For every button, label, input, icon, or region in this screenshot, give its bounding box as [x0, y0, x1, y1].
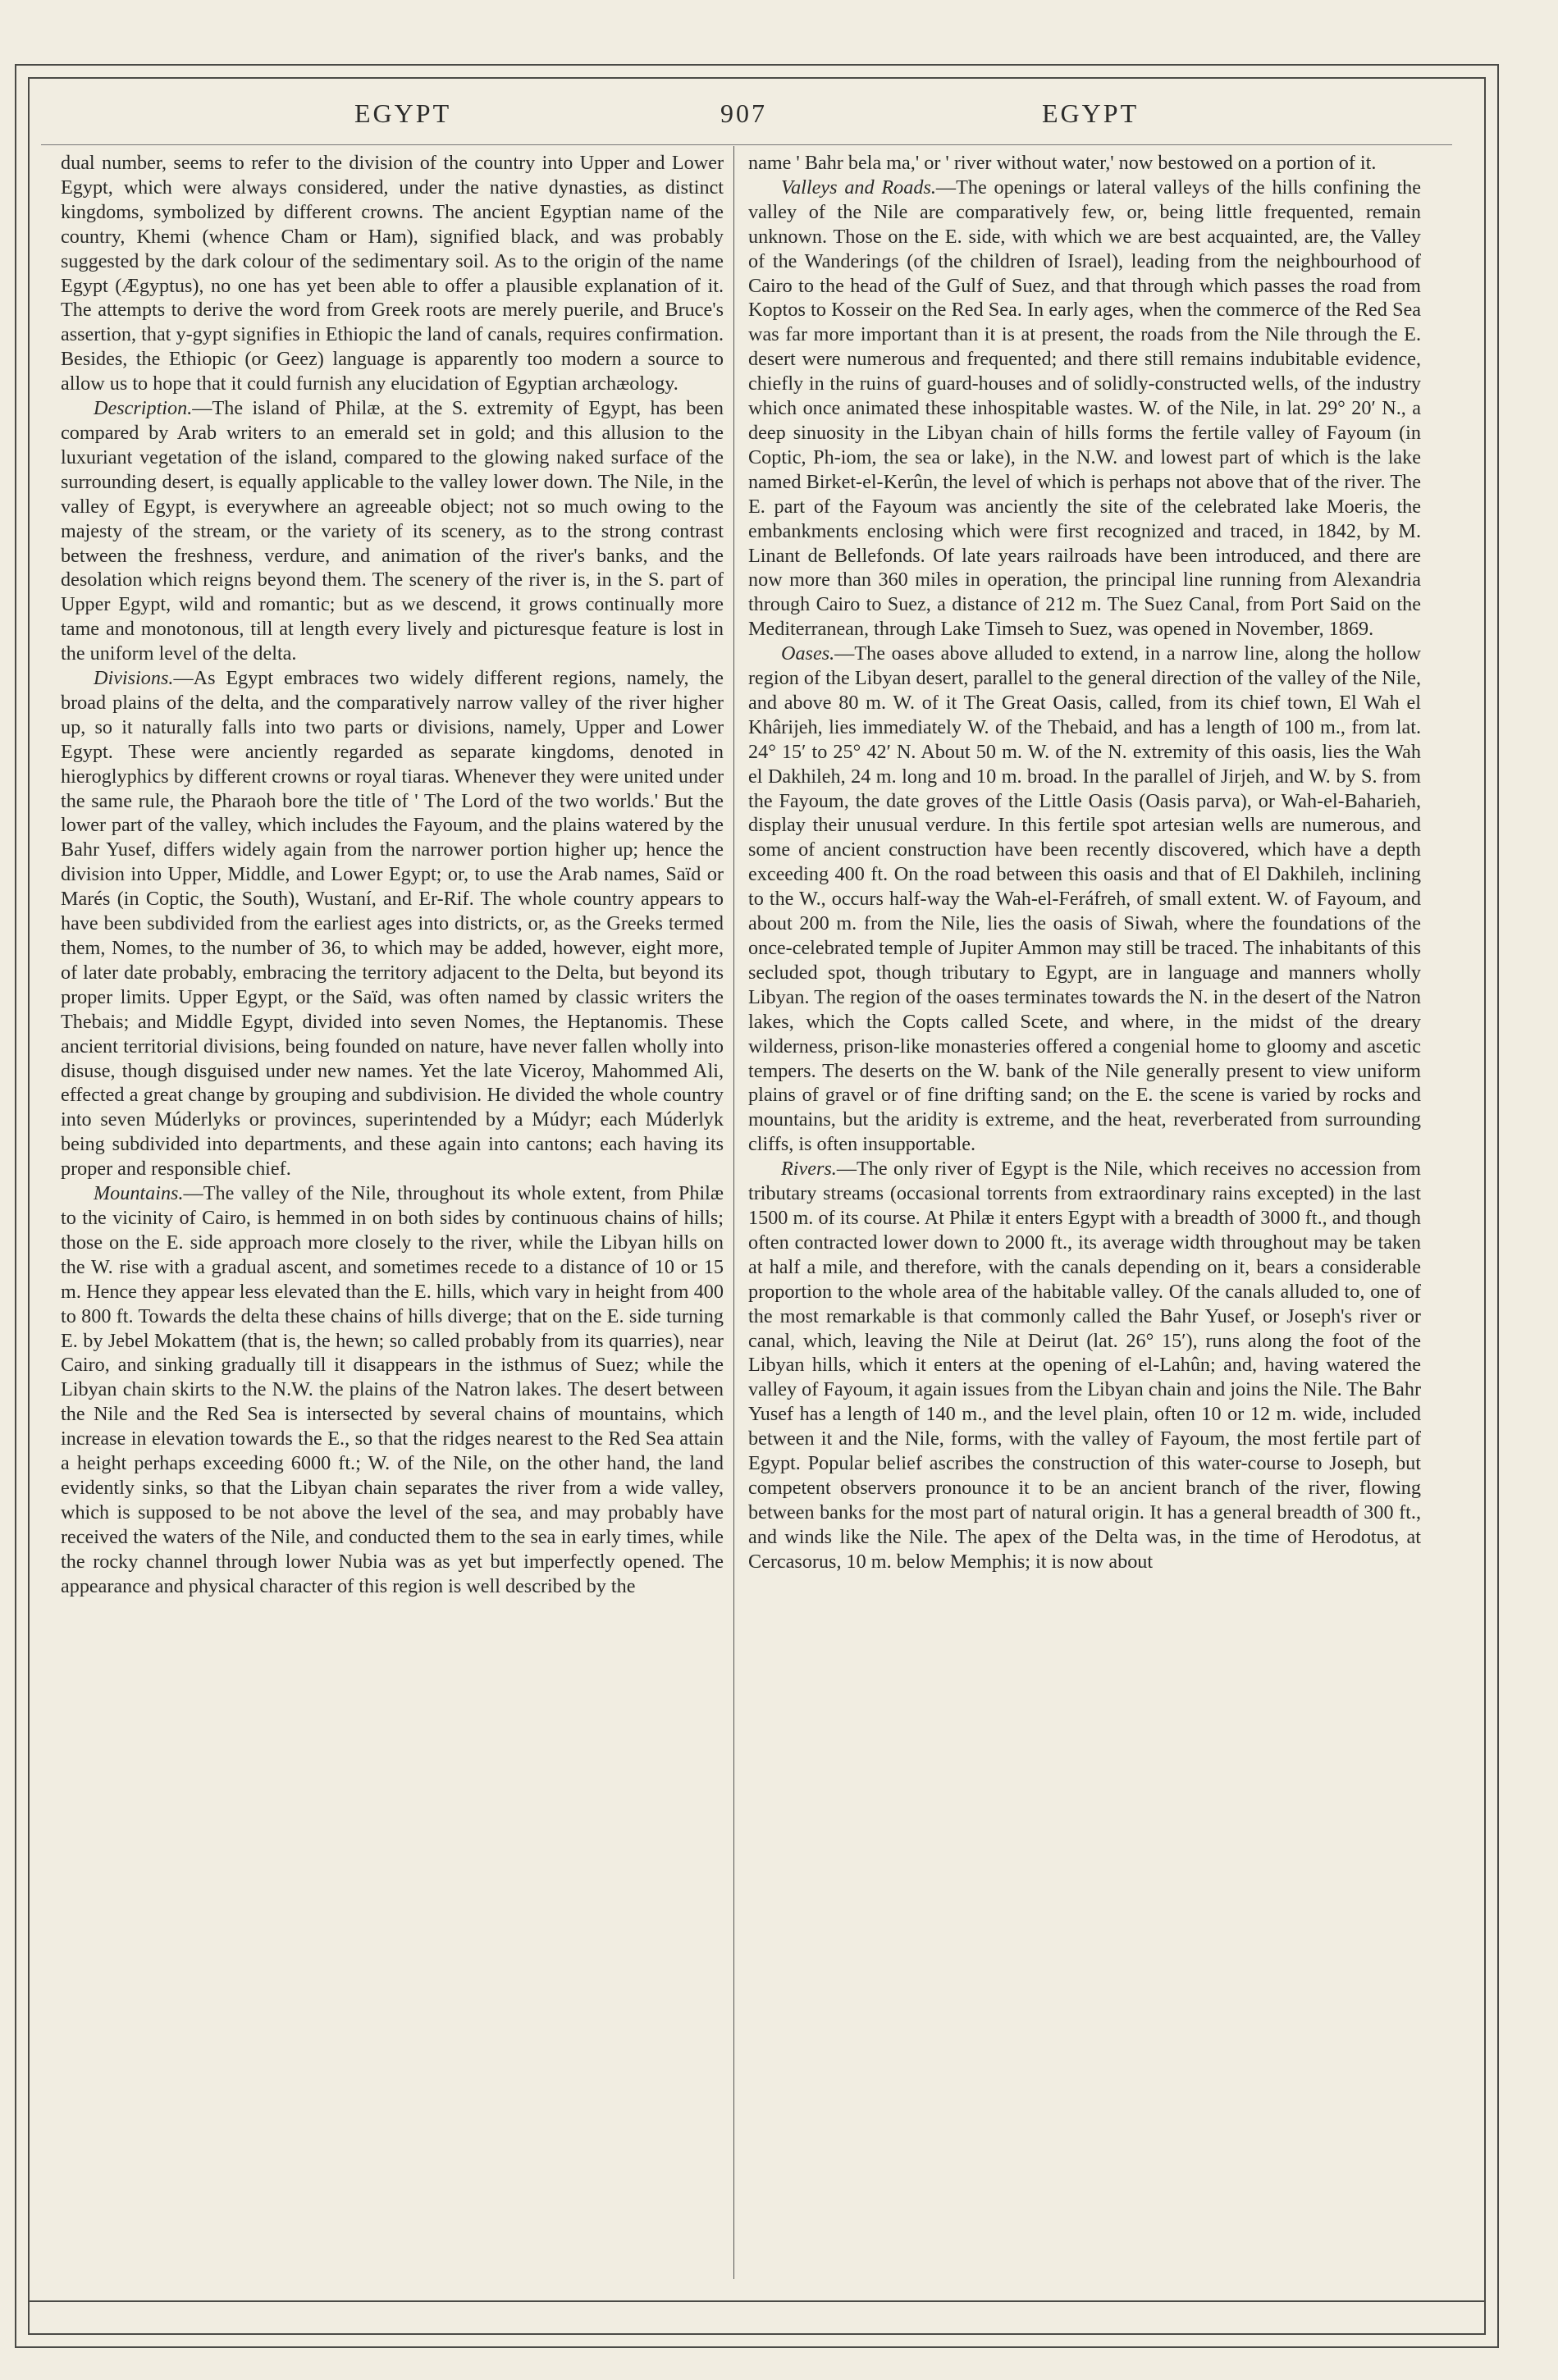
section-heading-divisions: Divisions. [94, 667, 174, 690]
section-heading-description: Description. [94, 397, 193, 420]
paragraph [748, 1157, 1421, 1574]
paragraph [748, 176, 1421, 642]
paragraph-text: —The island of Philæ, at the S. extremity of Egypt, has been compared by Arab writers to an emerald set in gold; and this allusion to the luxuriant vegetation of the island, compared to the glowing naked surface of the surrounding desert, is equally applicable to the valley lower down. The Nile, in the valley of Egypt, is everywhere an agreeable object; not so much owing to the majesty of the stream, or the variety of its scenery, as to the strong contrast between the freshness, verdure, and animation of the river's banks, and the desolation which reigns beyond them. The scenery of the river is, in the S. part of Upper Egypt, wild and romantic; but as we descend, it grows continually more tame and monotonous, till at length every lively and picturesque feature is lost in the uniform level of the delta. [61, 397, 724, 665]
paragraph [61, 151, 724, 396]
bottom-rule [28, 2300, 1484, 2302]
section-heading-mountains: Mountains. [94, 1182, 184, 1205]
paragraph [61, 1181, 724, 1598]
section-heading-valleys-and-roads: Valleys and Roads. [781, 176, 936, 199]
header-left-title: EGYPT [354, 98, 452, 128]
column-divider [733, 146, 734, 2279]
paragraph [748, 151, 1421, 176]
paragraph-text: —The valley of the Nile, throughout its whole extent, from Philæ to the vicinity of Cairo, is hemmed in on both sides by continuous chains of hills; those on the E. side approach more closely to the river, while the Libyan hills on the W. rise with a gradual ascent, and sometimes recede to a distance of 10 or 15 m. Hence they appear less elevated than the E. hills, which vary in height from 400 to 800 ft. Towards the delta these chains of hills diverge; that on the E. side turning E. by Jebel Mokattem (that is, the hewn; so called probably from its quarries), near Cairo, and sinking gradually till it disappears in the isthmus of Suez; while the Libyan chain skirts to the N.W. the plains of the Natron lakes. The desert between the Nile and the Red Sea is intersected by several chains of mountains, which increase in elevation towards the E., so that the ridges nearest to the Red Sea attain a height perhaps exceeding 6000 ft.; W. of the Nile, on the other hand, the land evidently sinks, so that the Libyan chain separates the river from a wide valley, which is supposed to be not above the level of the sea, and may probably have received the waters of the Nile, and conducted them to the sea in early times, while the rocky channel through lower Nubia was as yet but imperfectly opened. The appearance and physical character of this region is well described by the [61, 1182, 724, 1597]
section-heading-rivers: Rivers. [781, 1158, 837, 1181]
paragraph-text: —As Egypt embraces two widely different regions, namely, the broad plains of the delta, and the comparatively narrow valley of the river higher up, so it naturally falls into two parts or divisions, namely, Upper and Lower Egypt. These were anciently regarded as separate kingdoms, denoted in hieroglyphics by different crowns or royal tiaras. Whenever they were united under the same rule, the Pharaoh bore the title of ' The Lord of the two worlds.' But the lower part of the valley, which includes the Fayoum, and the plains watered by the Bahr Yusef, differs widely again from the narrower portion higher up; hence the division into Upper, Middle, and Lower Egypt; or, to use the Arab names, Saïd or Marés (in Coptic, the South), Wustaní, and Er-Rif. The whole country appears to have been subdivided from the earliest ages into districts, or, as the Greeks termed them, Nomes, to the number of 36, to which may be added, however, eight more, of later date probably, embracing the territory adjacent to the Delta, but beyond its proper limits. Upper Egypt, or the Saïd, was often named by classic writers the Thebais; and Middle Egypt, divided into seven Nomes, the Heptanomis. These ancient territorial divisions, being founded on nature, have never fallen wholly into disuse, though disguised under new names. Yet the late Viceroy, Mahommed Ali, effected a great change by grouping and subdivision. He divided the whole country into seven Múderlyks or provinces, superintended by a Múdyr; each Múderlyk being subdivided into departments, and these again into cantons; each having its proper and responsible chief. [61, 667, 724, 1181]
page-number: 907 [720, 98, 767, 128]
paragraph [748, 642, 1421, 1157]
right-column [748, 151, 1421, 2292]
paragraph-text: name ' Bahr bela ma,' or ' river without water,' now bestowed on a portion of it. [748, 152, 1377, 174]
header-right-title: EGYPT [1042, 98, 1140, 128]
running-header [49, 98, 1444, 148]
left-column [61, 151, 724, 2292]
paragraph-text: —The oases above alluded to extend, in a narrow line, along the hollow region of the Libyan desert, parallel to the general direction of the valley of the Nile, and above 80 m. W. of it The Great Oasis, called, from its chief town, El Wah el Khârijeh, lies immediately W. of the Thebaid, and has a length of 100 m., from lat. 24° 15′ to 25° 42′ N. About 50 m. W. of the N. extremity of this oasis, lies the Wah el Dakhileh, 24 m. long and 10 m. broad. In the parallel of Jirjeh, and W. by S. from the Fayoum, the date groves of the Little Oasis (Oasis parva), or Wah-el-Baharieh, display their unusual verdure. In this fertile spot artesian wells are numerous, and some of ancient construction have been recently discovered, which have a depth exceeding 400 ft. On the road between this oasis and that of El Dakhileh, inclining to the W., occurs half-way the Wah-el-Feráfreh, of small extent. W. of Fayoum, and about 200 m. from the Nile, lies the oasis of Siwah, where the foundations of the once-celebrated temple of Jupiter Ammon may still be traced. The inhabitants of this secluded spot, though tributary to Egypt, are in language and manners wholly Libyan. The region of the oases terminates towards the N. in the desert of the Natron lakes, which the Copts called Scete, and where, in the midst of the dreary wilderness, prison-like monasteries offered a congenial home to gloomy and ascetic tempers. The deserts on the W. bank of the Nile generally present to view uniform plains of gravel or of fine drifting sand; on the E. the scene is varied by rocks and mountains, but the aridity is extreme, and the heat, reverberated from surrounding cliffs, is often insupportable. [748, 642, 1421, 1156]
paragraph [61, 396, 724, 666]
paragraph-text: —The openings or lateral valleys of the hills confining the valley of the Nile are comparatively few, or, being little frequented, remain unknown. Those on the E. side, with which we are best acquainted, are, the Valley of the Wanderings (of the children of Israel), leading from the neighbourhood of Cairo to the head of the Gulf of Suez, and that through which passes the road from Koptos to Kosseir on the Red Sea. In early ages, when the commerce of the Red Sea was far more important than it is at present, the roads from the Nile through the E. desert were numerous and frequented; and there still remains indubitable evidence, chiefly in the ruins of guard-houses and of solidly-constructed wells, of the industry which once animated these inhospitable wastes. W. of the Nile, in lat. 29° 20′ N., a deep sinuosity in the Libyan chain of hills forms the fertile valley of Fayoum (in Coptic, Ph-iom, the sea or lake), in the N.W. and lowest part of which is the lake named Birket-el-Kerûn, the level of which is perhaps not above that of the river. The E. part of the Fayoum was anciently the site of the celebrated lake Moeris, the embankments enclosing which were first recognized and traced, in 1842, by M. Linant de Bellefonds. Of late years railroads have been introduced, and there are now more than 360 miles in operation, the principal line running from Alexandria through Cairo to Suez, a distance of 212 m. The Suez Canal, from Port Said on the Mediterranean, through Lake Timseh to Suez, was opened in November, 1869. [748, 176, 1421, 641]
paragraph [61, 666, 724, 1181]
paragraph-text: dual number, seems to refer to the division of the country into Upper and Lower Egypt, which were always considered, under the native dynasties, as distinct kingdoms, symbolized by different crowns. The ancient Egyptian name of the country, Khemi (whence Cham or Ham), signified black, and was probably suggested by the dark colour of the sedimentary soil. As to the origin of the name Egypt (Ægyptus), no one has yet been able to offer a plausible explanation of it. The attempts to derive the word from Greek roots are merely puerile, and Bruce's assertion, that y-gypt signifies in Ethiopic the land of canals, requires confirmation. Besides, the Ethiopic (or Geez) language is apparently too modern a source to allow us to hope that it could furnish any elucidation of Egyptian archæology. [61, 152, 724, 395]
section-heading-oases: Oases. [781, 642, 835, 665]
header-rule [41, 144, 1452, 145]
paragraph-text: —The only river of Egypt is the Nile, which receives no accession from tributary streams (occasional torrents from extraordinary rains excepted) in the last 1500 m. of its course. At Philæ it enters Egypt with a breadth of 3000 ft., and though often contracted lower down to 2000 ft., its average width throughout may be taken at half a mile, and therefore, with the canals depending on it, bears a considerable proportion to the whole area of the habitable valley. Of the canals alluded to, one of the most remarkable is that commonly called the Bahr Yusef, or Joseph's river or canal, which, leaving the Nile at Deirut (lat. 26° 15′), runs along the foot of the Libyan hills, which it enters at the opening of el-Lahûn; and, having watered the valley of Fayoum, it again issues from the Libyan chain and joins the Nile. The Bahr Yusef has a length of 140 m., and the level plain, often 10 or 12 m. wide, included between it and the Nile, forms, with the valley of Fayoum, the most fertile part of Egypt. Popular belief ascribes the construction of this water-course to Joseph, but competent observers pronounce it to be an ancient branch of the river, flowing between banks for the most part of natural origin. It has a general breadth of 300 ft., and winds like the Nile. The apex of the Delta was, in the time of Herodotus, at Cercasorus, 10 m. below Memphis; it is now about [748, 1158, 1421, 1573]
